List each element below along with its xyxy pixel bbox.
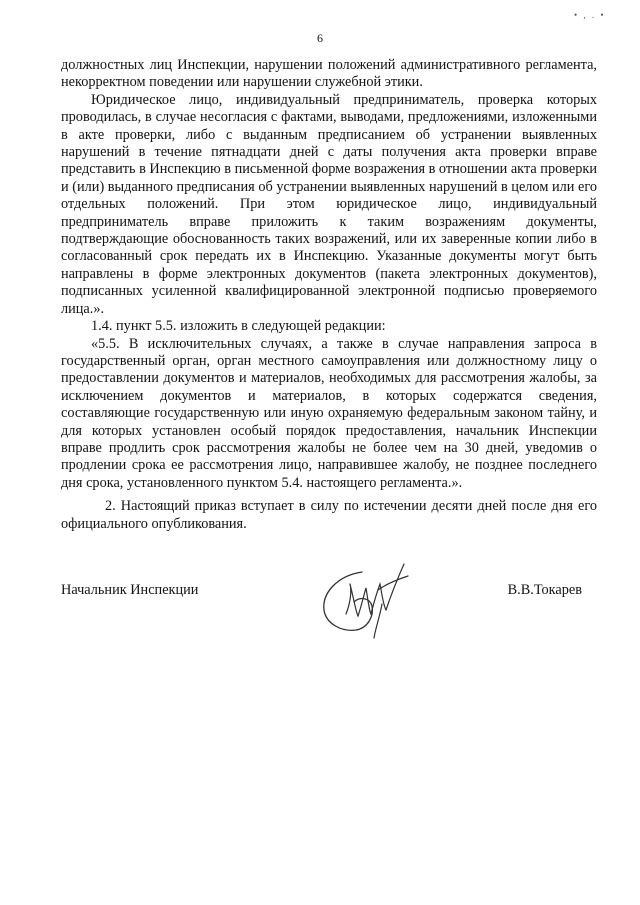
handwritten-signature — [316, 554, 416, 639]
scan-corner-marks: • , . • — [574, 10, 606, 20]
paragraph-continuation: должностных лиц Инспекции, нарушении положений административного регламента, некорректном поведении или нарушении служебной этики. — [61, 57, 597, 91]
paragraph-item-1-4: 1.4. пункт 5.5. изложить в следующей редакции: — [91, 318, 386, 335]
paragraph-clause-5-5: «5.5. В исключительных случаях, а также в случае направления запроса в государственный орган, орган местного самоуправления или должностному лицу о предоставлении документов и материалов, необходимых для рассмотрения жалобы, за исключением документов и материалов, в которых содержатся сведения, составляющие государственную или иную охраняемую федеральным законом тайну, и для которых установлен особый порядок предоставления, начальник Инспекции вправе продлить срок рассмотрения жалобы не более чем на 30 дней, уведомив о продлении срока ее рассмотрения лицо, направившее жалобу, не позднее последнего дня срока, установленного пунктом 5.4. настоящего регламента.». — [61, 335, 597, 491]
signature-block — [61, 576, 597, 646]
page-number: 6 — [317, 31, 323, 45]
document-body — [61, 57, 597, 533]
signatory-title: Начальник Инспекции — [61, 582, 199, 598]
signatory-name: В.В.Токарев — [507, 582, 582, 598]
paragraph-objections: Юридическое лицо, индивидуальный предприниматель, проверка которых проводилась, в случае несогласия с фактами, выводами, предложениями, изложенными в акте проверки, либо с выданным предписанием об устранении выявленных нарушений в течение пятнадцати дней с даты получения акта проверки вправе представить в Инспекцию в письменной форме возражения в отношении акта проверки и (или) выданного предписания об устранении выявленных нарушений в целом или его отдельных положений. При этом юридическое лицо, индивидуальный предприниматель вправе приложить к таким возражениям документы, подтверждающие обоснованность таких возражений, или их заверенные копии либо в согласованный срок передать их в Инспекцию. Указанные документы могут быть направлены в форме электронных документов (пакета электронных документов), подписанных усиленной квалифицированной электронной подписью проверяемого лица.». — [61, 91, 597, 317]
paragraph-effective-date: 2. Настоящий приказ вступает в силу по истечении десяти дней после дня его официального опубликования. — [61, 498, 597, 532]
